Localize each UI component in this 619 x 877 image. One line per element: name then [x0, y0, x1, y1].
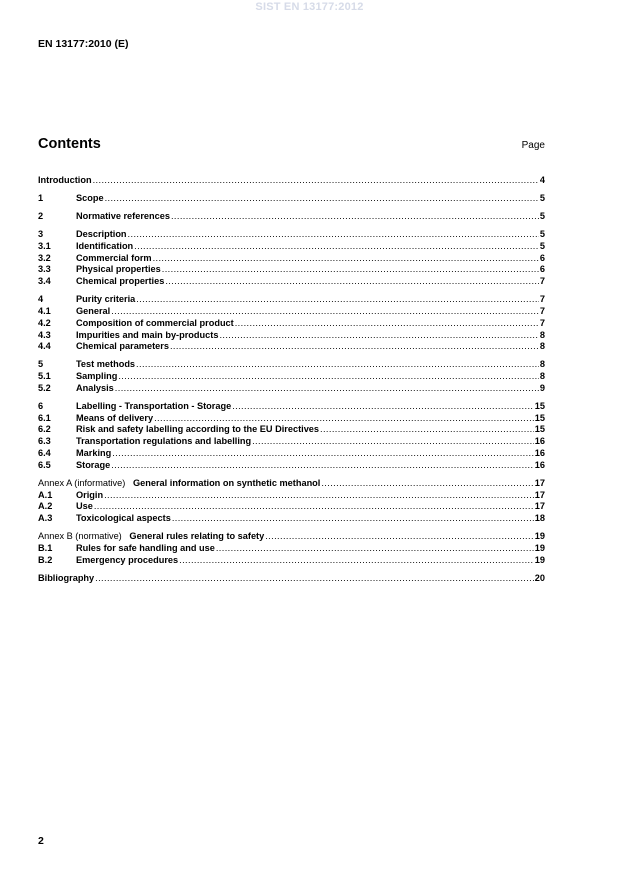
toc-entry[interactable]	[38, 371, 545, 383]
toc-leader-dots	[95, 573, 534, 585]
toc-entry-page: 7	[539, 305, 545, 316]
toc-entry-page: 17	[534, 501, 545, 512]
toc-entry[interactable]	[38, 341, 545, 353]
toc-entry-page: 5	[539, 240, 545, 251]
toc-entry-number: 6.5	[38, 459, 51, 470]
toc-entry-title: Purity criteria	[76, 294, 136, 305]
toc-entry-number: 6.1	[38, 412, 51, 423]
toc-leader-dots	[105, 193, 539, 205]
toc-entry[interactable]	[38, 253, 545, 265]
toc-entry-number: 2	[38, 210, 44, 221]
toc-leader-dots	[134, 241, 539, 253]
toc-entry-page: 5	[539, 210, 545, 221]
toc-entry-page: 8	[539, 359, 545, 370]
toc-entry-title: Normative references	[76, 210, 170, 221]
toc-entry-number: 3.4	[38, 276, 51, 287]
toc-annex-label: Annex B (normative)	[38, 531, 122, 542]
toc-entry-page: 17	[534, 489, 545, 500]
toc-entry[interactable]	[38, 460, 545, 472]
toc-entry[interactable]	[38, 294, 545, 306]
toc-entry-title	[38, 478, 320, 490]
toc-leader-dots	[111, 306, 539, 318]
toc-annex-label: Annex A (informative)	[38, 477, 126, 488]
toc-leader-dots	[153, 253, 539, 265]
toc-entry[interactable]	[38, 383, 545, 395]
toc-entry-title: Composition of commercial product	[76, 317, 234, 328]
toc-leader-dots	[162, 264, 539, 276]
toc-entry-title: Sampling	[76, 371, 118, 382]
toc-entry-number: 5.2	[38, 382, 51, 393]
toc-entry-title: Chemical parameters	[76, 341, 169, 352]
toc-entry-number: 6.4	[38, 448, 51, 459]
contents-title: Contents	[38, 136, 101, 152]
toc-entry[interactable]	[38, 501, 545, 513]
toc-entry[interactable]	[38, 241, 545, 253]
toc-entry-title: Introduction	[38, 175, 92, 185]
toc-entry-title: Impurities and main by-products	[76, 329, 219, 340]
toc-entry-title: Analysis	[76, 382, 114, 393]
toc-leader-dots	[94, 501, 534, 513]
toc-entry-number: A.3	[38, 513, 53, 524]
toc-entry-page: 17	[534, 477, 545, 488]
toc-entry-number: 3.3	[38, 264, 51, 275]
toc-entry-page: 7	[539, 294, 545, 305]
watermark: SIST EN 13177:2012	[255, 1, 364, 13]
toc-entry-title: Bibliography	[38, 572, 95, 583]
toc-entry[interactable]	[38, 401, 545, 413]
toc-entry-page: 8	[539, 329, 545, 340]
toc-entry-number: 4.2	[38, 317, 51, 328]
toc-entry[interactable]	[38, 543, 545, 555]
document-header: EN 13177:2010 (E)	[38, 38, 129, 50]
toc-entry-number: 5	[38, 359, 44, 370]
toc-entry[interactable]	[38, 318, 545, 330]
toc-entry-number: 4.3	[38, 329, 51, 340]
toc-entry-page: 7	[539, 276, 545, 287]
toc-entry-number: 1	[38, 192, 44, 203]
toc-entry-page: 15	[534, 400, 545, 411]
toc-entry[interactable]	[38, 359, 545, 371]
toc-leader-dots	[104, 490, 534, 502]
toc-leader-dots	[235, 318, 539, 330]
toc-entry-title: Use	[76, 501, 93, 512]
toc-leader-dots	[265, 531, 534, 543]
toc-entry-number: B.1	[38, 543, 53, 554]
toc-leader-dots	[111, 460, 534, 472]
toc-entry-title: Risk and safety labelling according to the EU Directives	[76, 424, 320, 435]
toc-leader-dots	[219, 330, 538, 342]
toc-entry-page: 18	[534, 513, 545, 524]
toc-entry-number: 4	[38, 294, 44, 305]
toc-entry[interactable]	[38, 276, 545, 288]
toc-entry-title: General	[76, 305, 111, 316]
toc-entry-page: 16	[534, 459, 545, 470]
toc-entry-number: 6.2	[38, 424, 51, 435]
toc-entry-title: Description	[76, 228, 127, 239]
toc-entry-number: A.2	[38, 501, 53, 512]
toc-leader-dots	[232, 401, 534, 413]
toc-entry-title: Labelling - Transportation - Storage	[76, 400, 232, 411]
toc-entry-number: 3.1	[38, 240, 51, 251]
toc-entry-number: 3	[38, 228, 44, 239]
toc-entry-title: Physical properties	[76, 264, 161, 275]
toc-entry-page: 15	[534, 424, 545, 435]
page-column-label: Page	[521, 140, 545, 151]
toc-leader-dots	[136, 294, 539, 306]
toc-entry-title: Means of delivery	[76, 412, 154, 423]
toc-entry[interactable]	[38, 478, 545, 490]
toc-entry-number: 3.2	[38, 252, 51, 263]
toc-entry[interactable]	[38, 193, 545, 205]
toc-leader-dots	[115, 383, 539, 395]
toc-leader-dots	[112, 448, 534, 460]
toc-entry-page: 6	[539, 264, 545, 275]
toc-leader-dots	[179, 555, 534, 567]
toc-entry-page: 8	[539, 341, 545, 352]
toc-entry[interactable]	[38, 490, 545, 502]
toc-entry-page: 16	[534, 448, 545, 459]
toc-leader-dots	[320, 424, 534, 436]
toc-entry[interactable]	[38, 211, 545, 223]
toc-entry-title: Chemical properties	[76, 276, 165, 287]
toc-entry-page: 5	[539, 192, 545, 203]
toc-entry-page: 6	[539, 252, 545, 263]
toc-entry-title: Origin	[76, 489, 104, 500]
toc-annex-title: General rules relating to safety	[129, 531, 265, 542]
toc-leader-dots	[171, 211, 539, 223]
toc-entry-page: 19	[534, 531, 545, 542]
toc-leader-dots	[172, 513, 534, 525]
toc-entry-number: 6.3	[38, 436, 51, 447]
toc-entry-page: 4	[539, 175, 545, 185]
toc-entry-page: 8	[539, 371, 545, 382]
toc-leader-dots	[154, 413, 534, 425]
toc-entry-number: 5.1	[38, 371, 51, 382]
toc-leader-dots	[136, 359, 539, 371]
toc-entry[interactable]	[38, 264, 545, 276]
toc-entry-page: 7	[539, 317, 545, 328]
toc-entry-page: 9	[539, 382, 545, 393]
toc-entry[interactable]	[38, 424, 545, 436]
toc-leader-dots	[118, 371, 539, 383]
toc-entry-number: 4.1	[38, 305, 51, 316]
toc-entry-page: 20	[534, 572, 545, 583]
toc-entry-title: Commercial form	[76, 252, 152, 263]
toc-entry-title: Transportation regulations and labelling	[76, 436, 252, 447]
toc-entry-page: 19	[534, 554, 545, 565]
toc-entry[interactable]	[38, 448, 545, 460]
toc-leader-dots	[165, 276, 539, 288]
toc-leader-dots	[170, 341, 539, 353]
toc-entry-number: B.2	[38, 554, 53, 565]
toc-entry-title: Storage	[76, 459, 111, 470]
toc-entry-page: 15	[534, 412, 545, 423]
table-of-contents	[38, 175, 545, 585]
toc-entry-title	[38, 531, 264, 543]
toc-entry-title: Marking	[76, 448, 112, 459]
toc-entry-number: A.1	[38, 489, 53, 500]
toc-entry[interactable]	[38, 413, 545, 425]
toc-entry[interactable]	[38, 229, 545, 241]
footer-page-number: 2	[38, 835, 44, 847]
toc-entry-number: 4.4	[38, 341, 51, 352]
toc-leader-dots	[321, 478, 533, 490]
toc-leader-dots	[216, 543, 534, 555]
toc-entry[interactable]	[38, 306, 545, 318]
toc-entry-title: Rules for safe handling and use	[76, 543, 215, 554]
toc-leader-dots	[93, 175, 539, 187]
toc-entry[interactable]	[38, 573, 545, 585]
toc-entry-page: 19	[534, 543, 545, 554]
toc-entry-page: 16	[534, 436, 545, 447]
toc-leader-dots	[128, 229, 539, 241]
toc-entry-title: Scope	[76, 192, 104, 203]
toc-annex-title: General information on synthetic methanol	[133, 477, 321, 488]
toc-entry-page: 5	[539, 228, 545, 239]
toc-entry[interactable]	[38, 555, 545, 567]
toc-leader-dots	[252, 436, 534, 448]
toc-entry-title: Emergency procedures	[76, 554, 179, 565]
toc-entry[interactable]	[38, 513, 545, 525]
toc-entry-title: Identification	[76, 240, 134, 251]
toc-entry-number: 6	[38, 400, 44, 411]
toc-entry[interactable]	[38, 531, 545, 543]
toc-entry-title: Toxicological aspects	[76, 513, 171, 524]
toc-entry[interactable]	[38, 436, 545, 448]
toc-entry-title: Test methods	[76, 359, 136, 370]
toc-entry[interactable]	[38, 330, 545, 342]
toc-entry[interactable]	[38, 175, 545, 187]
